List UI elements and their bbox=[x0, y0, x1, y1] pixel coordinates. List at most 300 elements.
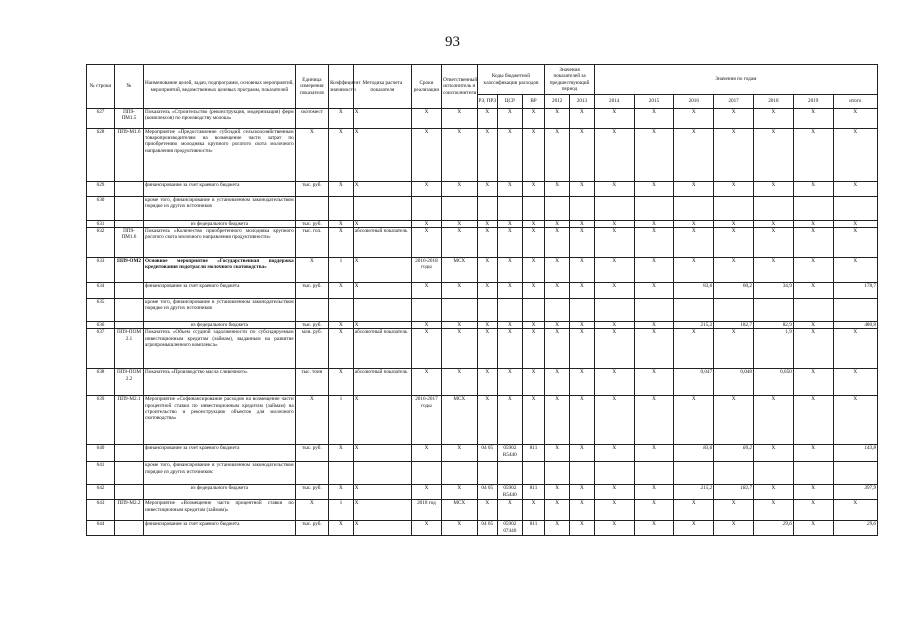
cell-responsible: X bbox=[442, 485, 478, 500]
cell-value: X bbox=[570, 129, 595, 182]
table-row bbox=[87, 258, 878, 283]
cell-coefficient: 1 bbox=[329, 258, 354, 283]
cell-value: X bbox=[570, 485, 595, 500]
cell-unit: тыс. руб. bbox=[295, 221, 328, 228]
cell-value: 215,2 bbox=[674, 485, 714, 500]
cell-terms: 2016-2018 годы bbox=[411, 258, 441, 283]
cell-value: X bbox=[570, 369, 595, 396]
cell-value: X bbox=[753, 445, 793, 462]
cell-name: из федерального бюджета bbox=[144, 485, 296, 500]
header-values-by-year: Значения по годам bbox=[594, 65, 877, 95]
cell-value: X bbox=[833, 228, 877, 258]
cell-method: X bbox=[353, 182, 411, 197]
cell-responsible: МСХ bbox=[442, 258, 478, 283]
cell-row-number: 627 bbox=[87, 109, 115, 129]
cell-value: X bbox=[594, 396, 634, 445]
cell-value: X bbox=[714, 221, 754, 228]
cell-method bbox=[353, 197, 411, 221]
cell-value bbox=[545, 197, 570, 221]
cell-coefficient: X bbox=[329, 369, 354, 396]
cell-value: X bbox=[674, 182, 714, 197]
cell-unit: тыс. руб. bbox=[295, 445, 328, 462]
cell-code bbox=[114, 521, 143, 536]
cell-row-number: 637 bbox=[87, 329, 115, 369]
cell-row-number: 629 bbox=[87, 182, 115, 197]
cell-value: X bbox=[753, 228, 793, 258]
cell-csr: X bbox=[497, 369, 522, 396]
cell-vr: X bbox=[522, 329, 545, 369]
header-responsible: Ответственный исполнитель и соисполнители bbox=[442, 65, 478, 109]
cell-rz bbox=[477, 197, 497, 221]
cell-value: X bbox=[714, 228, 754, 258]
cell-value: X bbox=[570, 445, 595, 462]
cell-value: X bbox=[674, 228, 714, 258]
cell-row-number: 632 bbox=[87, 228, 115, 258]
cell-terms: X bbox=[411, 445, 441, 462]
cell-value: X bbox=[714, 329, 754, 369]
cell-value: X bbox=[833, 329, 877, 369]
cell-responsible: X bbox=[442, 322, 478, 329]
cell-value bbox=[714, 299, 754, 322]
cell-value bbox=[753, 197, 793, 221]
cell-value: X bbox=[545, 322, 570, 329]
cell-value bbox=[570, 197, 595, 221]
cell-responsible: X bbox=[442, 369, 478, 396]
cell-coefficient: X bbox=[329, 129, 354, 182]
cell-method: X bbox=[353, 396, 411, 445]
cell-value: X bbox=[545, 445, 570, 462]
header-year: 2017 bbox=[714, 95, 754, 109]
cell-value bbox=[570, 299, 595, 322]
cell-value: X bbox=[545, 396, 570, 445]
cell-code bbox=[114, 221, 143, 228]
cell-terms: X bbox=[411, 283, 441, 299]
cell-value: X bbox=[570, 258, 595, 283]
page-number: 93 bbox=[445, 34, 460, 50]
cell-code bbox=[114, 182, 143, 197]
cell-value: X bbox=[833, 500, 877, 521]
cell-coefficient: X bbox=[329, 109, 354, 129]
cell-responsible: X bbox=[442, 283, 478, 299]
cell-responsible: X bbox=[442, 445, 478, 462]
cell-value: X bbox=[594, 322, 634, 329]
cell-row-number: 631 bbox=[87, 221, 115, 228]
cell-value: 480,8 bbox=[833, 322, 877, 329]
cell-responsible: X bbox=[442, 521, 478, 536]
cell-value: X bbox=[674, 329, 714, 369]
cell-value: X bbox=[634, 521, 674, 536]
header-row-number: № строки bbox=[87, 65, 115, 109]
cell-vr: 811 bbox=[522, 445, 545, 462]
header-vr: ВР bbox=[522, 95, 545, 109]
cell-value: X bbox=[594, 445, 634, 462]
cell-vr: X bbox=[522, 396, 545, 445]
cell-value: X bbox=[545, 258, 570, 283]
header-name: Наименование целей, задач, подпрограмм, основных мероприятий, мероприятий, ведомственных целевых программ, показателей bbox=[144, 65, 296, 109]
cell-method: X bbox=[353, 129, 411, 182]
header-year: 2016 bbox=[674, 95, 714, 109]
cell-responsible: X bbox=[442, 221, 478, 228]
cell-method: абсолютный показатель bbox=[353, 329, 411, 369]
cell-responsible: X bbox=[442, 129, 478, 182]
header-coefficient: Коэффициент значимости bbox=[329, 65, 354, 109]
cell-value bbox=[753, 299, 793, 322]
header-method: Методика расчета показателя bbox=[353, 65, 411, 109]
cell-responsible: X bbox=[442, 109, 478, 129]
cell-value: X bbox=[714, 129, 754, 182]
cell-csr: X bbox=[497, 396, 522, 445]
cell-row-number: 641 bbox=[87, 462, 115, 485]
cell-value: 0,048 bbox=[714, 369, 754, 396]
cell-code: ПП9-ОМ2 bbox=[114, 258, 143, 283]
cell-csr: X bbox=[497, 283, 522, 299]
cell-name: Мероприятие «Софинансирование расходов на возмещение части процентной ставки по инвестиционным кредитам (займам) на строительство и реконструкцию объектов для молочного скотоводства» bbox=[144, 396, 296, 445]
cell-row-number: 634 bbox=[87, 283, 115, 299]
cell-csr: X bbox=[497, 221, 522, 228]
header-rz: РЗ, ПРЗ bbox=[477, 95, 497, 109]
cell-csr: X bbox=[497, 228, 522, 258]
cell-value: 60,2 bbox=[714, 445, 754, 462]
cell-value: X bbox=[793, 109, 833, 129]
cell-name: Показатель «Производство масла сливочного» bbox=[144, 369, 296, 396]
cell-name: Показатель «Объем ссудной задолженности по субсидируемым инвестиционным кредитам (займам), выданным на развитие агропромышленного комплекса» bbox=[144, 329, 296, 369]
cell-value: X bbox=[753, 500, 793, 521]
header-year: 2012 bbox=[545, 95, 570, 109]
cell-row-number: 628 bbox=[87, 129, 115, 182]
cell-value: X bbox=[793, 221, 833, 228]
cell-row-number: 642 bbox=[87, 485, 115, 500]
cell-value: X bbox=[634, 485, 674, 500]
cell-terms: 2018 год bbox=[411, 500, 441, 521]
cell-coefficient: X bbox=[329, 521, 354, 536]
cell-value: X bbox=[594, 258, 634, 283]
cell-csr: X bbox=[497, 322, 522, 329]
cell-rz: X bbox=[477, 129, 497, 182]
cell-coefficient bbox=[329, 197, 354, 221]
cell-value: X bbox=[714, 500, 754, 521]
cell-unit: X bbox=[295, 258, 328, 283]
cell-value: 215,2 bbox=[674, 322, 714, 329]
cell-terms bbox=[411, 462, 441, 485]
cell-value: X bbox=[753, 182, 793, 197]
cell-value: X bbox=[594, 129, 634, 182]
cell-responsible: X bbox=[442, 182, 478, 197]
cell-value: X bbox=[714, 109, 754, 129]
cell-terms: X bbox=[411, 322, 441, 329]
cell-name: Мероприятие «Предоставление субсидий сельскохозяйственным товаропроизводителям на возмещение части затрат по приобретению молодняка крупного рогатого скота молочного направления продуктивности» bbox=[144, 129, 296, 182]
cell-value bbox=[674, 197, 714, 221]
cell-value: X bbox=[594, 283, 634, 299]
cell-value: 34,9 bbox=[753, 283, 793, 299]
cell-unit: млн. руб. bbox=[295, 329, 328, 369]
cell-vr: X bbox=[522, 369, 545, 396]
cell-value bbox=[634, 197, 674, 221]
cell-csr: X bbox=[497, 258, 522, 283]
cell-row-number: 630 bbox=[87, 197, 115, 221]
cell-value bbox=[753, 462, 793, 485]
cell-value: 397,9 bbox=[833, 485, 877, 500]
cell-row-number: 633 bbox=[87, 258, 115, 283]
cell-unit: тыс. руб. bbox=[295, 521, 328, 536]
cell-value: X bbox=[674, 109, 714, 129]
cell-rz: X bbox=[477, 228, 497, 258]
cell-value: X bbox=[545, 369, 570, 396]
cell-value bbox=[674, 462, 714, 485]
cell-value: X bbox=[793, 228, 833, 258]
cell-method: X bbox=[353, 221, 411, 228]
cell-value: X bbox=[753, 221, 793, 228]
cell-responsible bbox=[442, 462, 478, 485]
cell-vr: X bbox=[522, 228, 545, 258]
cell-row-number: 644 bbox=[87, 521, 115, 536]
cell-value: 1,9 bbox=[753, 329, 793, 369]
cell-coefficient: X bbox=[329, 322, 354, 329]
cell-unit bbox=[295, 299, 328, 322]
cell-value: 83,6 bbox=[674, 283, 714, 299]
cell-value: X bbox=[570, 283, 595, 299]
cell-value bbox=[714, 462, 754, 485]
cell-value: X bbox=[570, 109, 595, 129]
cell-value: X bbox=[570, 396, 595, 445]
cell-rz: 04 05 bbox=[477, 445, 497, 462]
cell-value: 0,047 bbox=[674, 369, 714, 396]
cell-value: 29,6 bbox=[833, 521, 877, 536]
cell-value: X bbox=[634, 283, 674, 299]
cell-value: X bbox=[793, 445, 833, 462]
cell-value: X bbox=[545, 109, 570, 129]
cell-vr: X bbox=[522, 322, 545, 329]
cell-csr: X bbox=[497, 182, 522, 197]
cell-value: X bbox=[594, 182, 634, 197]
cell-value: 83,6 bbox=[674, 445, 714, 462]
cell-row-number: 643 bbox=[87, 500, 115, 521]
cell-name: кроме того, финансирование в установленном законодательством порядке из других источников: bbox=[144, 462, 296, 485]
cell-responsible: МСХ bbox=[442, 396, 478, 445]
cell-coefficient bbox=[329, 462, 354, 485]
cell-rz bbox=[477, 462, 497, 485]
cell-rz: X bbox=[477, 369, 497, 396]
cell-coefficient: X bbox=[329, 283, 354, 299]
cell-csr: X bbox=[497, 500, 522, 521]
cell-value: X bbox=[594, 521, 634, 536]
cell-value: X bbox=[570, 329, 595, 369]
cell-rz: X bbox=[477, 396, 497, 445]
cell-value: X bbox=[634, 258, 674, 283]
cell-value: X bbox=[545, 182, 570, 197]
header-budget-codes: Коды бюджетной классификации расходов bbox=[477, 65, 545, 95]
table-row bbox=[87, 221, 878, 228]
cell-code bbox=[114, 485, 143, 500]
cell-terms bbox=[411, 299, 441, 322]
cell-value: X bbox=[570, 500, 595, 521]
cell-name: Основное мероприятие «Государственная поддержка кредитования подотрасли молочного скотоводства» bbox=[144, 258, 296, 283]
cell-code: ПП9-ПМ1.5 bbox=[114, 109, 143, 129]
cell-value: X bbox=[634, 109, 674, 129]
cell-rz: 04 05 bbox=[477, 485, 497, 500]
cell-value: X bbox=[634, 369, 674, 396]
cell-value: X bbox=[714, 396, 754, 445]
cell-row-number: 638 bbox=[87, 369, 115, 396]
cell-unit: тыс. гол. bbox=[295, 228, 328, 258]
cell-name: кроме того, финансирование в установленном законодательством порядке из других источников bbox=[144, 197, 296, 221]
program-table bbox=[86, 64, 878, 536]
cell-value: 82,9 bbox=[753, 322, 793, 329]
cell-name: финансирование за счет краевого бюджета bbox=[144, 445, 296, 462]
cell-value bbox=[634, 462, 674, 485]
cell-value bbox=[833, 462, 877, 485]
cell-value: X bbox=[570, 182, 595, 197]
cell-terms: X bbox=[411, 521, 441, 536]
cell-rz: 04 05 bbox=[477, 521, 497, 536]
cell-name: из федерального бюджета bbox=[144, 322, 296, 329]
cell-vr bbox=[522, 462, 545, 485]
cell-rz: X bbox=[477, 283, 497, 299]
cell-csr: 05902 R5440 bbox=[497, 445, 522, 462]
table-row bbox=[87, 109, 878, 129]
cell-value: X bbox=[793, 283, 833, 299]
cell-code: ПП9-ПМ1.6 bbox=[114, 228, 143, 258]
cell-csr: X bbox=[497, 329, 522, 369]
cell-rz: X bbox=[477, 500, 497, 521]
cell-value: X bbox=[674, 396, 714, 445]
cell-value: 60,2 bbox=[714, 283, 754, 299]
cell-name: финансирование за счет краевого бюджета bbox=[144, 521, 296, 536]
cell-method: X bbox=[353, 500, 411, 521]
cell-responsible: X bbox=[442, 228, 478, 258]
table-row bbox=[87, 283, 878, 299]
header-year: итого bbox=[833, 95, 877, 109]
cell-code bbox=[114, 322, 143, 329]
cell-csr: 05902 07440 bbox=[497, 521, 522, 536]
cell-value: X bbox=[714, 258, 754, 283]
cell-value: X bbox=[833, 182, 877, 197]
cell-rz: X bbox=[477, 182, 497, 197]
cell-responsible: МСХ bbox=[442, 500, 478, 521]
cell-terms: X bbox=[411, 228, 441, 258]
cell-value: X bbox=[634, 228, 674, 258]
cell-value: 178,7 bbox=[833, 283, 877, 299]
header-year: 2019 bbox=[793, 95, 833, 109]
cell-unit: тыс. руб. bbox=[295, 283, 328, 299]
cell-unit: скотомест bbox=[295, 109, 328, 129]
cell-vr: X bbox=[522, 109, 545, 129]
cell-name: Мероприятие «Возмещение части процентной ставки по инвестиционным кредитам (займам)» bbox=[144, 500, 296, 521]
table-row bbox=[87, 396, 878, 445]
cell-csr: 05902 R5440 bbox=[497, 485, 522, 500]
cell-name: финансирование за счет краевого бюджета bbox=[144, 283, 296, 299]
header-year: 2015 bbox=[634, 95, 674, 109]
cell-row-number: 635 bbox=[87, 299, 115, 322]
cell-value: X bbox=[545, 521, 570, 536]
cell-code: ПП9-М1.6 bbox=[114, 129, 143, 182]
cell-method: X bbox=[353, 322, 411, 329]
table-row bbox=[87, 197, 878, 221]
cell-value: X bbox=[674, 258, 714, 283]
cell-vr: X bbox=[522, 221, 545, 228]
cell-value bbox=[833, 299, 877, 322]
cell-coefficient: 1 bbox=[329, 396, 354, 445]
cell-vr: 811 bbox=[522, 521, 545, 536]
cell-vr bbox=[522, 197, 545, 221]
cell-value: 182,7 bbox=[714, 322, 754, 329]
cell-method: X bbox=[353, 109, 411, 129]
cell-vr: X bbox=[522, 500, 545, 521]
header-csr: ЦСР bbox=[497, 95, 522, 109]
cell-value bbox=[674, 299, 714, 322]
cell-value: 29,6 bbox=[753, 521, 793, 536]
cell-value bbox=[594, 197, 634, 221]
header-previous-period: Значения показателей за предшествующий период bbox=[545, 65, 594, 95]
cell-terms: 2016-2017 годы bbox=[411, 396, 441, 445]
cell-code: ПП9-М2.2 bbox=[114, 500, 143, 521]
cell-value bbox=[545, 299, 570, 322]
table-row bbox=[87, 299, 878, 322]
cell-value bbox=[793, 299, 833, 322]
cell-value: X bbox=[674, 221, 714, 228]
cell-terms bbox=[411, 197, 441, 221]
cell-value: X bbox=[833, 369, 877, 396]
cell-name: Показатель «Строительство (реконструкция, модернизация) ферм (комплексов) по производству молока» bbox=[144, 109, 296, 129]
cell-coefficient: X bbox=[329, 182, 354, 197]
cell-terms: X bbox=[411, 109, 441, 129]
cell-coefficient: X bbox=[329, 228, 354, 258]
cell-csr bbox=[497, 299, 522, 322]
cell-method: X bbox=[353, 258, 411, 283]
cell-value: 182,7 bbox=[714, 485, 754, 500]
cell-unit bbox=[295, 462, 328, 485]
cell-csr bbox=[497, 462, 522, 485]
cell-rz: X bbox=[477, 109, 497, 129]
cell-code bbox=[114, 283, 143, 299]
cell-csr: X bbox=[497, 129, 522, 182]
cell-value: X bbox=[793, 396, 833, 445]
cell-value: X bbox=[570, 521, 595, 536]
cell-value: X bbox=[545, 500, 570, 521]
header-year: 2013 bbox=[570, 95, 595, 109]
cell-value: X bbox=[594, 109, 634, 129]
cell-coefficient bbox=[329, 299, 354, 322]
cell-unit: тыс. руб. bbox=[295, 322, 328, 329]
cell-value: X bbox=[594, 228, 634, 258]
cell-value bbox=[594, 299, 634, 322]
cell-value: X bbox=[594, 500, 634, 521]
cell-value: X bbox=[714, 521, 754, 536]
cell-value: X bbox=[545, 221, 570, 228]
cell-vr: X bbox=[522, 283, 545, 299]
cell-value: X bbox=[753, 129, 793, 182]
cell-name: финансирование за счет краевого бюджета bbox=[144, 182, 296, 197]
table-row bbox=[87, 462, 878, 485]
cell-value bbox=[634, 299, 674, 322]
cell-value: X bbox=[833, 221, 877, 228]
cell-value: X bbox=[545, 228, 570, 258]
cell-value: X bbox=[634, 322, 674, 329]
cell-code: ПП9-М2.1 bbox=[114, 396, 143, 445]
cell-name: из федерального бюджета bbox=[144, 221, 296, 228]
cell-code: ПП9-ПОМ 2.2 bbox=[114, 369, 143, 396]
cell-method: абсолютный показатель bbox=[353, 369, 411, 396]
header-number: № bbox=[114, 65, 143, 109]
cell-vr: X bbox=[522, 129, 545, 182]
cell-responsible bbox=[442, 299, 478, 322]
cell-coefficient: X bbox=[329, 485, 354, 500]
cell-method: X bbox=[353, 485, 411, 500]
cell-rz bbox=[477, 299, 497, 322]
cell-value: X bbox=[753, 109, 793, 129]
cell-csr bbox=[497, 197, 522, 221]
cell-code bbox=[114, 445, 143, 462]
cell-value: X bbox=[570, 322, 595, 329]
